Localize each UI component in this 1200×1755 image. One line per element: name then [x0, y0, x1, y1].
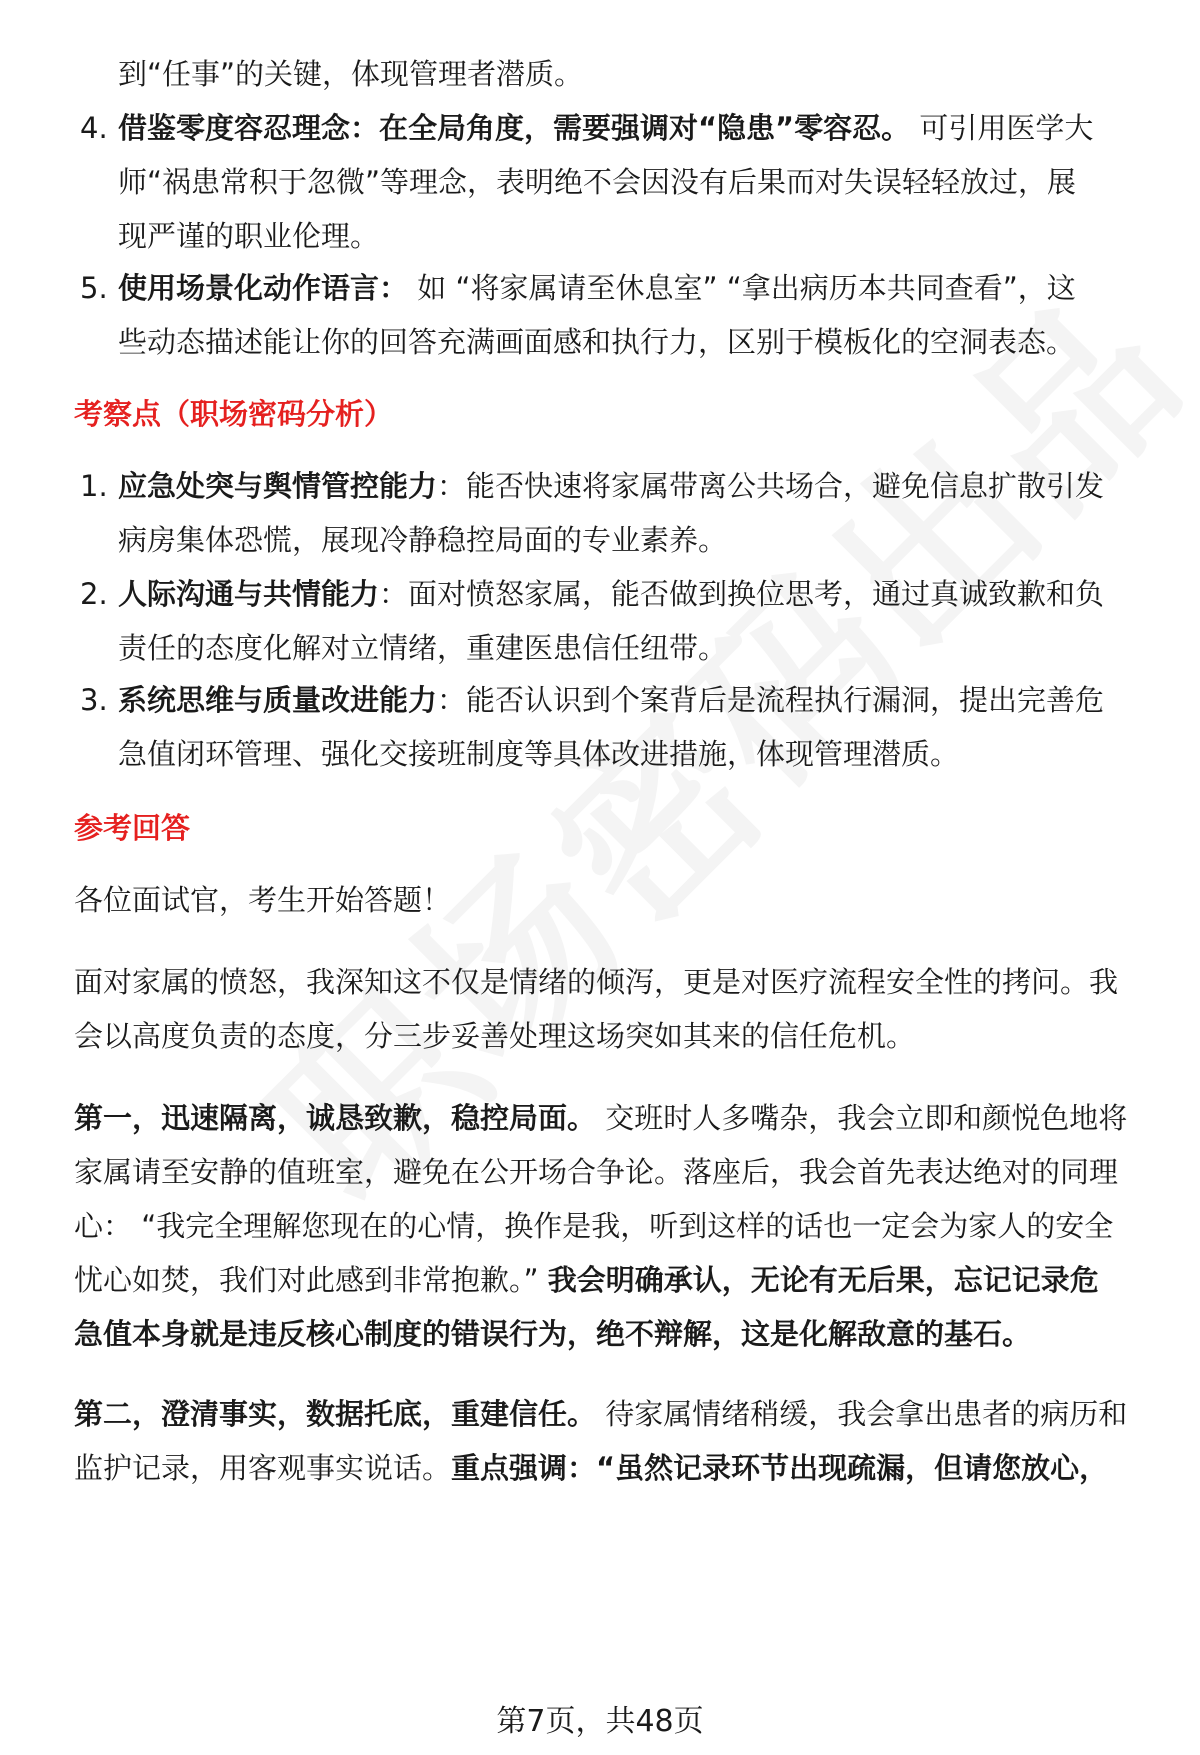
answer-bold: 急值本身就是违反核心制度的错误行为，绝不辩解，这是化解敌意的基石。 [74, 1317, 1032, 1351]
list-number: 5. [80, 271, 108, 305]
list-item-bold: 应急处突与舆情管控能力 [118, 469, 438, 503]
answer-text: 交班时人多嘴杂，我会立即和颜悦色地将 [596, 1101, 1128, 1135]
answer-paragraph [74, 1260, 1099, 1300]
list-item-text: 责任的态度化解对立情绪，重建医患信任纽带。 [118, 631, 728, 665]
list-item-text: 师“祸患常积于忽微”等理念，表明绝不会因没有后果而对失误轻轻放过，展 [118, 165, 1077, 199]
answer-text: 忧心如焚，我们对此感到非常抱歉。” [74, 1263, 548, 1297]
list-item [118, 268, 1076, 308]
section-heading-exam: 考察点（职场密码分析） [74, 397, 394, 431]
list-item-bold: 系统思维与质量改进能力 [118, 683, 438, 717]
answer-paragraph [74, 1394, 1127, 1434]
answer-paragraph [74, 1448, 1108, 1488]
list-number: 2. [80, 577, 108, 611]
answer-paragraph: 家属请至安静的值班室，避免在公开场合争论。落座后，我会首先表达绝对的同理 [74, 1155, 1119, 1189]
answer-bold: 第二，澄清事实，数据托底，重建信任。 [74, 1397, 597, 1431]
list-item [118, 466, 1104, 506]
answer-text: 待家属情绪稍缓，我会拿出患者的病历和 [596, 1397, 1128, 1431]
list-number: 1. [80, 469, 108, 503]
list-item [118, 108, 1093, 148]
list-item-text: 可引用医学大 [910, 111, 1094, 145]
list-item-bold: 借鉴零度容忍理念：在全局角度，需要强调对“隐患”零容忍。 [118, 111, 911, 145]
list-item-text: 急值闭环管理、强化交接班制度等具体改进措施，体现管理潜质。 [118, 737, 960, 771]
list-item-text: 些动态描述能让你的回答充满画面感和执行力，区别于模板化的空洞表态。 [118, 325, 1076, 359]
answer-text: 监护记录，用客观事实说话。 [74, 1451, 452, 1485]
list-item-text: 病房集体恐慌，展现冷静稳控局面的专业素养。 [118, 523, 728, 557]
answer-bold: 重点强调：“虽然记录环节出现疏漏，但请您放心， [451, 1451, 1109, 1485]
list-item-text: 如 “将家属请至休息室” “拿出病历本共同查看”，这 [408, 271, 1076, 305]
list-item-text: ：面对愤怒家属，能否做到换位思考，通过真诚致歉和负 [379, 577, 1105, 611]
list-number: 3. [80, 683, 108, 717]
list-number: 4. [80, 111, 108, 145]
list-item-bold: 人际沟通与共情能力 [118, 577, 380, 611]
section-heading-answer: 参考回答 [74, 811, 191, 845]
answer-paragraph: 面对家属的愤怒，我深知这不仅是情绪的倾泻，更是对医疗流程安全性的拷问。我 [74, 965, 1119, 999]
list-item-text: ：能否快速将家属带离公共场合，避免信息扩散引发 [437, 469, 1105, 503]
answer-paragraph: 心： “我完全理解您现在的心情，换作是我，听到这样的话也一定会为家人的安全 [74, 1209, 1114, 1243]
answer-opening: 各位面试官，考生开始答题！ [74, 883, 452, 917]
page-footer: 第7页，共48页 [496, 1704, 704, 1739]
list-item [118, 680, 1104, 720]
list-item [118, 574, 1104, 614]
list-item-bold: 使用场景化动作语言： [118, 271, 409, 305]
list-item-text: 现严谨的职业伦理。 [118, 219, 380, 253]
answer-bold: 第一，迅速隔离，诚恳致歉，稳控局面。 [74, 1101, 597, 1135]
list-item-text: ：能否认识到个案背后是流程执行漏洞，提出完善危 [437, 683, 1105, 717]
intro-line: 到“任事”的关键，体现管理者潜质。 [118, 57, 584, 91]
answer-bold: 我会明确承认，无论有无后果，忘记记录危 [547, 1263, 1099, 1297]
answer-paragraph [74, 1098, 1127, 1138]
answer-paragraph: 会以高度负责的态度，分三步妥善处理这场突如其来的信任危机。 [74, 1019, 916, 1053]
